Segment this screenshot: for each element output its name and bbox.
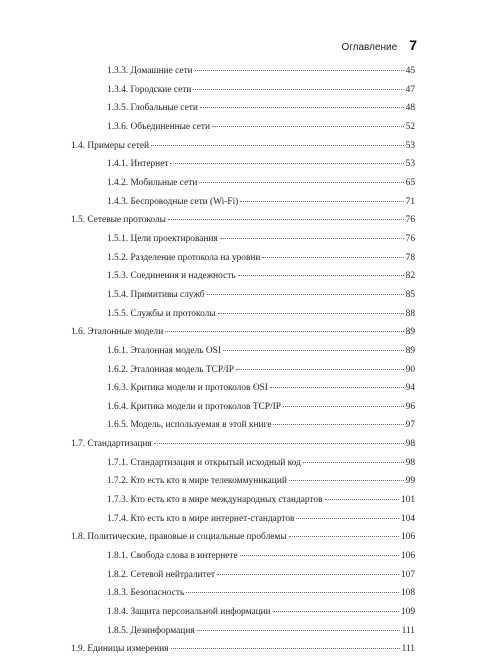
- toc-subsection-entry[interactable]: [71, 122, 415, 141]
- table-of-contents: [71, 66, 415, 663]
- toc-subsection-entry[interactable]: [71, 103, 415, 122]
- dot-leader: [270, 387, 404, 388]
- toc-subsection-entry[interactable]: [71, 607, 415, 626]
- toc-entry-title: 1.6.4. Критика модели и протоколов TCP/IP: [107, 401, 281, 412]
- toc-entry-title: 1.8.3. Безопасность: [107, 588, 185, 599]
- toc-entry-page: 94: [405, 383, 415, 394]
- toc-entry-title: 1.5.4. Примитивы служб: [107, 289, 205, 300]
- toc-entry-title: 1.8.4. Защита персональной информации: [107, 607, 271, 618]
- dot-leader: [170, 163, 403, 164]
- dot-leader: [236, 369, 404, 370]
- toc-subsection-entry[interactable]: [71, 402, 415, 421]
- toc-entry-title: 1.4. Примеры сетей: [71, 140, 150, 151]
- toc-subsection-entry[interactable]: [71, 514, 415, 533]
- toc-entry-page: 89: [405, 345, 415, 356]
- dot-leader: [238, 275, 404, 276]
- dot-leader: [218, 313, 404, 314]
- toc-entry-title: 1.5.2. Разделение протокола на уровни: [107, 252, 261, 263]
- toc-entry-page: 90: [405, 364, 415, 375]
- toc-entry-page: 111: [401, 625, 415, 636]
- running-title: Оглавление: [341, 42, 398, 53]
- dot-leader: [195, 70, 404, 71]
- toc-entry-page: 99: [405, 476, 415, 487]
- toc-entry-page: 97: [405, 420, 415, 431]
- dot-leader: [220, 238, 404, 239]
- toc-entry-title: 1.3.6. Объединенные сети: [107, 121, 210, 132]
- toc-entry-page: 98: [405, 439, 415, 450]
- dot-leader: [283, 406, 404, 407]
- toc-section-entry[interactable]: [71, 644, 415, 663]
- running-header: [341, 37, 417, 53]
- toc-entry-page: 65: [405, 177, 415, 188]
- page-number: 7: [409, 37, 417, 53]
- toc-entry-title: 1.8. Политические, правовые и социальные проблемы: [71, 532, 287, 543]
- toc-entry-page: 82: [405, 271, 415, 282]
- toc-entry-page: 96: [405, 401, 415, 412]
- dot-leader: [168, 219, 404, 220]
- toc-entry-page: 53: [405, 140, 415, 151]
- dot-leader: [207, 294, 404, 295]
- toc-subsection-entry[interactable]: [71, 271, 415, 290]
- toc-entry-page: 108: [400, 588, 415, 599]
- toc-entry-page: 53: [405, 159, 415, 170]
- toc-entry-title: 1.8.2. Сетевой нейтралитет: [107, 569, 216, 580]
- toc-subsection-entry[interactable]: [71, 365, 415, 384]
- toc-entry-title: 1.9. Единицы измерения: [71, 644, 169, 655]
- toc-entry-page: 104: [400, 513, 415, 524]
- toc-entry-page: 89: [405, 327, 415, 338]
- dot-leader: [186, 592, 399, 593]
- dot-leader: [197, 630, 400, 631]
- dot-leader: [200, 107, 404, 108]
- toc-subsection-entry[interactable]: [71, 309, 415, 328]
- toc-entry-title: 1.7.3. Кто есть кто в мире международных стандартов: [107, 495, 323, 506]
- toc-subsection-entry[interactable]: [71, 570, 415, 589]
- dot-leader: [289, 536, 399, 537]
- toc-entry-page: 78: [405, 252, 415, 263]
- toc-entry-page: 76: [405, 233, 415, 244]
- toc-entry-page: 101: [400, 495, 415, 506]
- dot-leader: [217, 574, 399, 575]
- toc-subsection-entry[interactable]: [71, 420, 415, 439]
- toc-entry-title: 1.6.3. Критика модели и протоколов OSI: [107, 383, 268, 394]
- dot-leader: [199, 182, 403, 183]
- toc-entry-page: 111: [401, 644, 415, 655]
- toc-entry-page: 109: [400, 607, 415, 618]
- toc-entry-page: 45: [405, 66, 415, 76]
- dot-leader: [171, 648, 400, 649]
- toc-subsection-entry[interactable]: [71, 588, 415, 607]
- dot-leader: [303, 462, 404, 463]
- toc-entry-page: 106: [400, 551, 415, 562]
- toc-entry-title: 1.6.5. Модель, используемая в этой книге: [107, 420, 272, 431]
- toc-subsection-entry[interactable]: [71, 253, 415, 272]
- toc-entry-title: 1.8.5. Дезинформация: [107, 625, 195, 636]
- toc-subsection-entry[interactable]: [71, 458, 415, 477]
- toc-entry-title: 1.6. Эталонные модели: [71, 327, 164, 338]
- toc-entry-page: 88: [405, 308, 415, 319]
- dot-leader: [296, 518, 398, 519]
- toc-section-entry[interactable]: [71, 327, 415, 346]
- toc-entry-page: 48: [405, 103, 415, 114]
- toc-entry-title: 1.7. Стандартизация: [71, 439, 152, 450]
- toc-subsection-entry[interactable]: [71, 551, 415, 570]
- toc-section-entry[interactable]: [71, 141, 415, 160]
- toc-entry-title: 1.5.1. Цели проектирования: [107, 233, 218, 244]
- dot-leader: [273, 424, 403, 425]
- toc-subsection-entry[interactable]: [71, 197, 415, 216]
- toc-entry-title: 1.7.2. Кто есть кто в мире телекоммуникаций: [107, 476, 287, 487]
- toc-entry-title: 1.5.3. Соединения и надежность: [107, 271, 236, 282]
- toc-section-entry[interactable]: [71, 532, 415, 551]
- toc-subsection-entry[interactable]: [71, 85, 415, 104]
- toc-entry-title: 1.3.5. Глобальные сети: [107, 103, 198, 114]
- dot-leader: [223, 350, 404, 351]
- toc-section-entry[interactable]: [71, 439, 415, 458]
- toc-entry-title: 1.5. Сетевые протоколы: [71, 215, 166, 226]
- toc-subsection-entry[interactable]: [71, 495, 415, 514]
- toc-entry-title: 1.4.3. Беспроводные сети (Wi-Fi): [107, 196, 239, 207]
- toc-subsection-entry[interactable]: [71, 178, 415, 197]
- toc-entry-page: 106: [400, 532, 415, 543]
- toc-entry-page: 85: [405, 289, 415, 300]
- toc-entry-title: 1.7.4. Кто есть кто в мире интернет-стандартов: [107, 513, 295, 524]
- dot-leader: [165, 331, 403, 332]
- toc-subsection-entry[interactable]: [71, 66, 415, 85]
- toc-section-entry[interactable]: [71, 215, 415, 234]
- dot-leader: [193, 89, 403, 90]
- toc-subsection-entry[interactable]: [71, 476, 415, 495]
- toc-entry-title: 1.6.2. Эталонная модель TCP/IP: [107, 364, 235, 375]
- dot-leader: [240, 555, 399, 556]
- dot-leader: [151, 145, 404, 146]
- toc-entry-page: 98: [405, 457, 415, 468]
- toc-entry-title: 1.3.4. Городские сети: [107, 84, 192, 95]
- toc-entry-page: 107: [400, 569, 415, 580]
- dot-leader: [154, 443, 404, 444]
- toc-entry-title: 1.8.1. Свобода слова в интернете: [107, 551, 238, 562]
- toc-entry-page: 47: [405, 84, 415, 95]
- toc-entry-page: 52: [405, 121, 415, 132]
- toc-subsection-entry[interactable]: [71, 159, 415, 178]
- dot-leader: [273, 611, 399, 612]
- toc-entry-title: 1.5.5. Службы и протоколы: [107, 308, 216, 319]
- dot-leader: [262, 257, 403, 258]
- dot-leader: [289, 480, 404, 481]
- toc-entry-title: 1.4.1. Интернет: [107, 159, 169, 170]
- toc-entry-page: 76: [405, 215, 415, 226]
- toc-entry-title: 1.6.1. Эталонная модель OSI: [107, 345, 221, 356]
- toc-subsection-entry[interactable]: [71, 383, 415, 402]
- toc-subsection-entry[interactable]: [71, 290, 415, 309]
- dot-leader: [240, 201, 403, 202]
- dot-leader: [212, 126, 404, 127]
- toc-subsection-entry[interactable]: [71, 346, 415, 365]
- toc-entry-page: 71: [405, 196, 415, 207]
- toc-subsection-entry[interactable]: [71, 234, 415, 253]
- dot-leader: [325, 499, 399, 500]
- toc-subsection-entry[interactable]: [71, 626, 415, 645]
- toc-entry-title: 1.7.1. Стандартизация и открытый исходный код: [107, 457, 301, 468]
- toc-entry-title: 1.3.3. Домашние сети: [107, 66, 193, 76]
- toc-entry-title: 1.4.2. Мобильные сети: [107, 177, 198, 188]
